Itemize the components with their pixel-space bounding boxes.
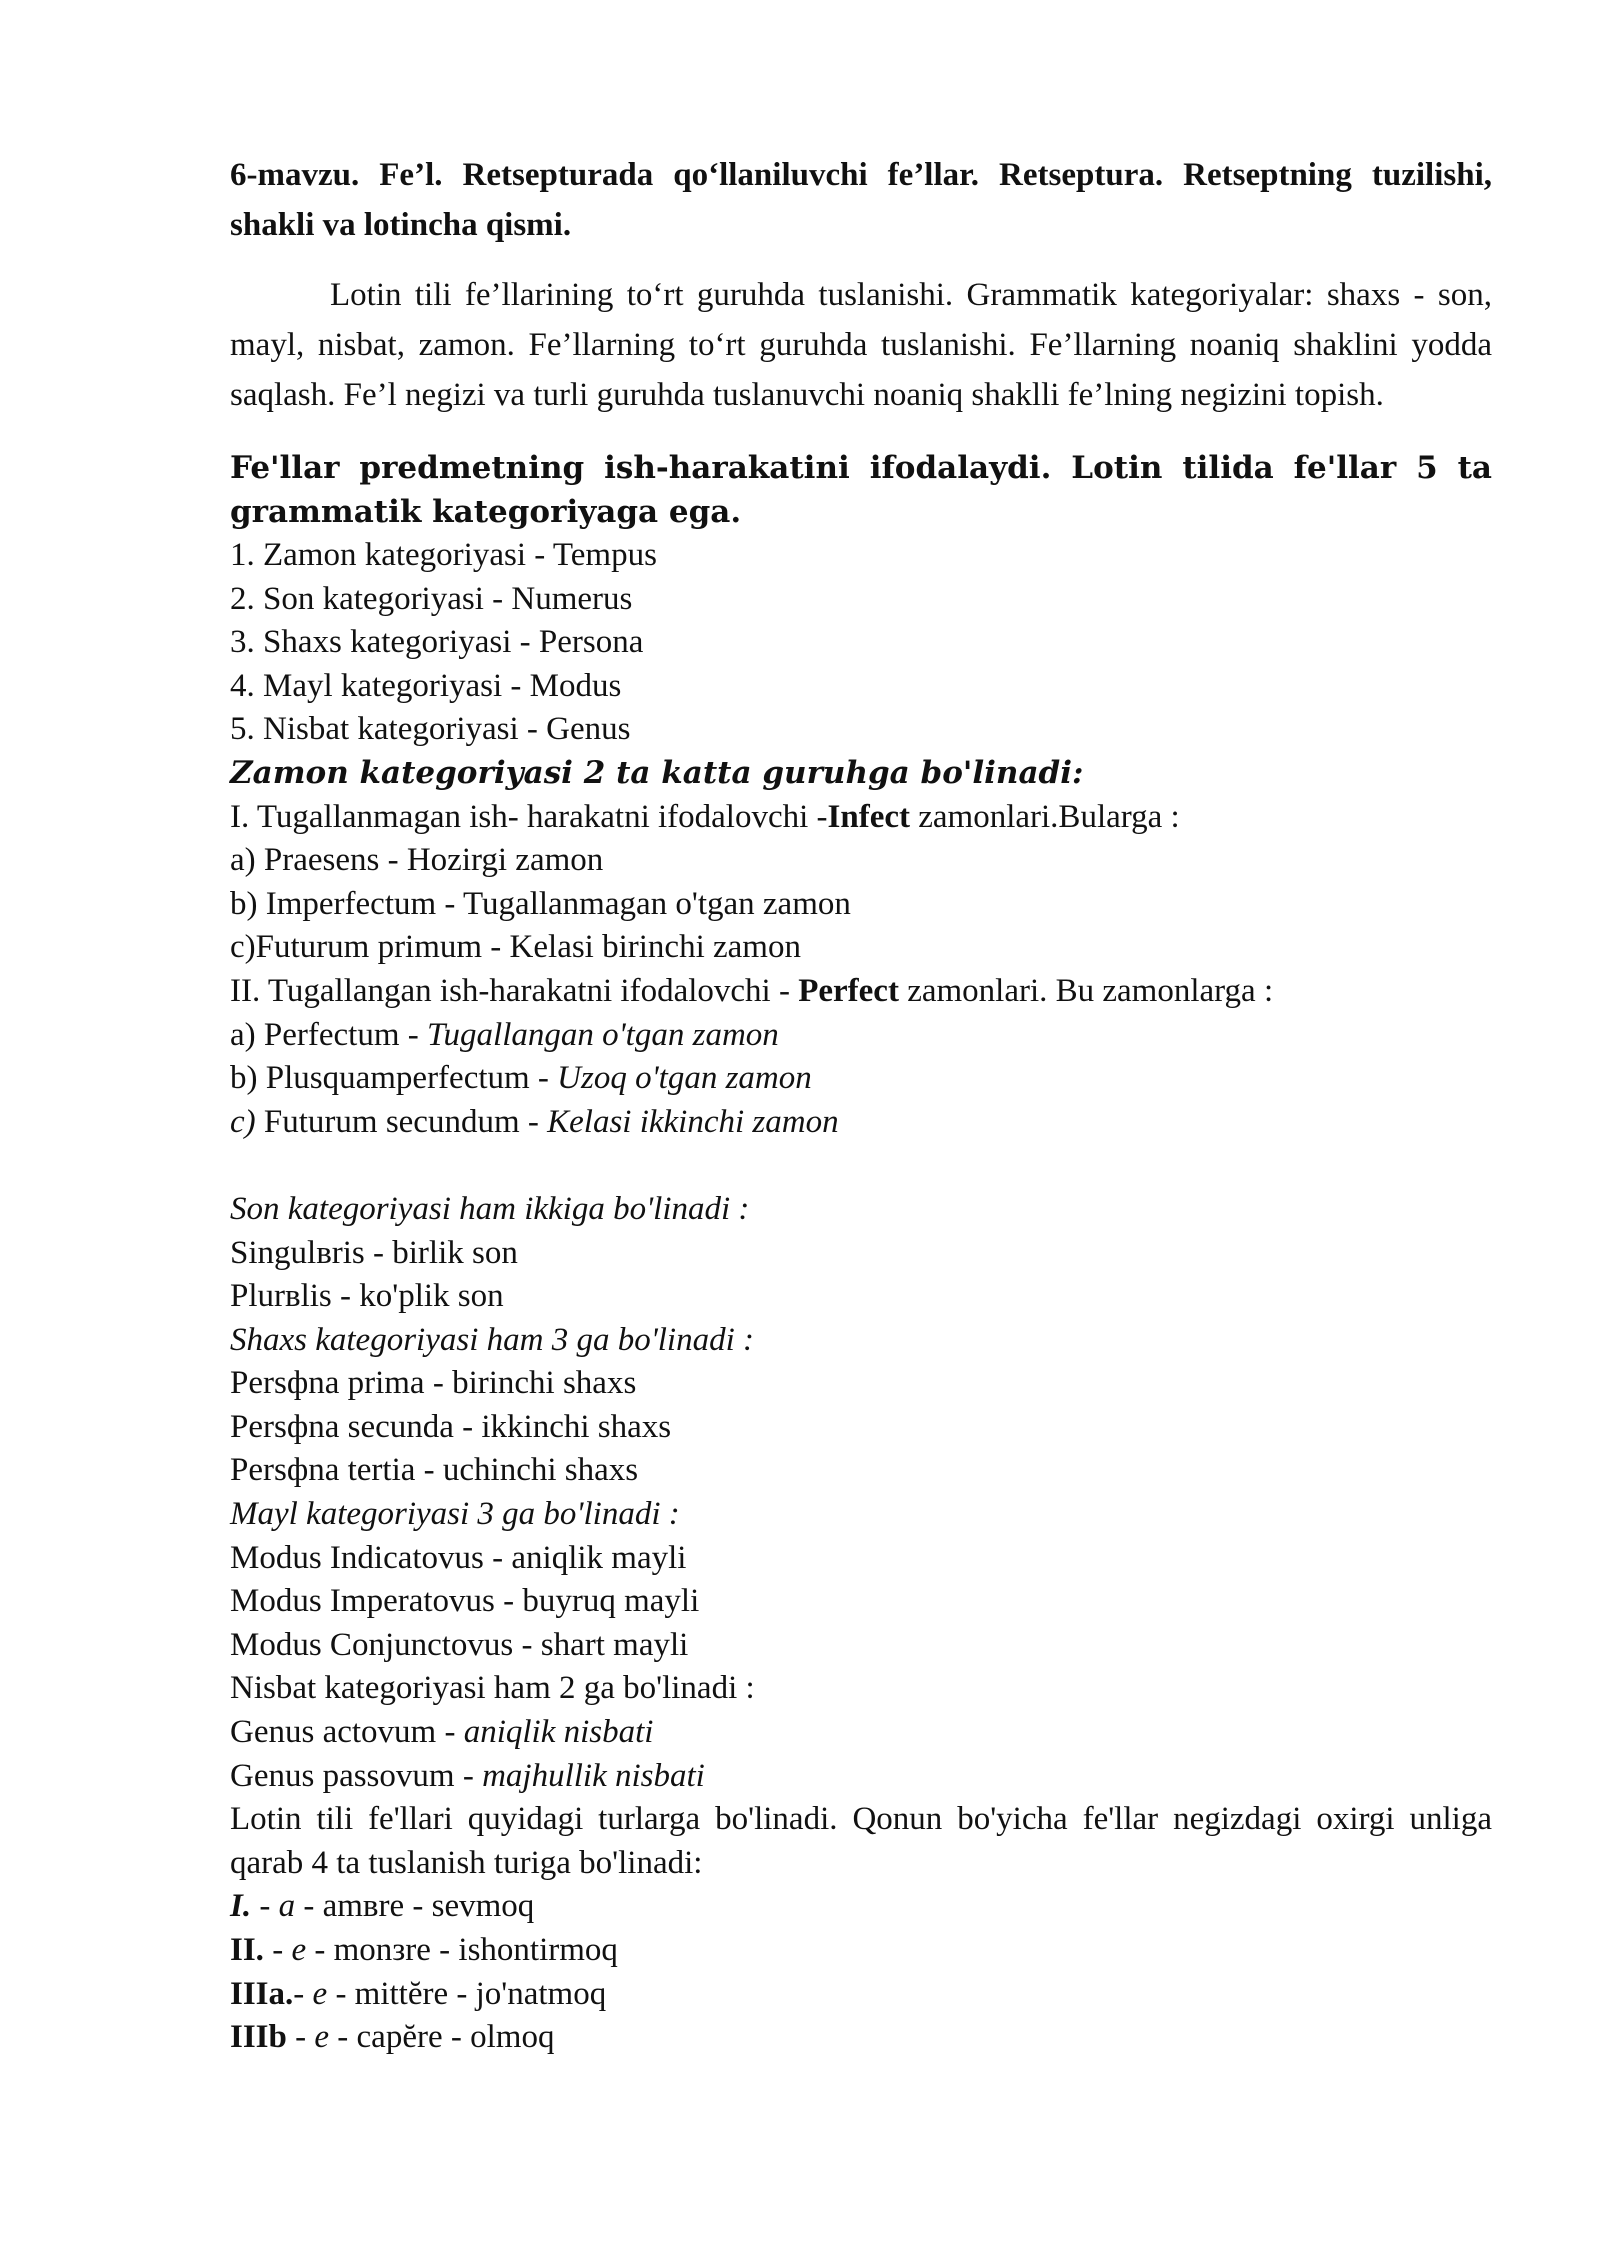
infect-item: c)Futurum primum - Kelasi birinchi zamon	[230, 929, 801, 966]
perfect-line: II. Tugallangan ish-harakatni ifodalovchi - Perfect zamonlari. Bu zamonlarga :	[230, 972, 1274, 1009]
mayl-item: Modus Imperatovus - buyruq mayli	[230, 1583, 700, 1620]
category-item: 4. Mayl kategoriyasi - Modus	[230, 667, 622, 704]
mayl-item: Modus Indicatovus - aniqlik mayli	[230, 1539, 687, 1576]
perfect-item: b) Plusquamperfectum - Uzoq o'tgan zamon	[230, 1060, 812, 1097]
shaxs-item: Persфna prima - birinchi shaxs	[230, 1365, 637, 1402]
son-item: Singulвris - birlik son	[230, 1234, 518, 1271]
nisbat-heading: Nisbat kategoriyasi ham 2 ga bo'linadi :	[230, 1670, 755, 1707]
shaxs-heading: Shaxs kategoriyasi ham 3 ga bo'linadi :	[230, 1321, 755, 1358]
perfect-item: a) Perfectum - Tugallangan o'tgan zamon	[230, 1016, 779, 1053]
intro-paragraph: Lotin tili fe’llarining to‘rt guruhda tuslanishi. Grammatik kategoriyalar: shaxs - son, mayl, nisbat, zamon. Fe’llarning to‘rt guruhda tuslanishi. Fe’llarning noaniq shaklini yodda saqlash. Fe’l negizi va turli guruhda tuslanuvchi noaniq shaklli fe’lning negizini topish.	[230, 277, 1492, 413]
blank-line	[230, 1144, 1492, 1188]
infect-line: I. Tugallanmagan ish- harakatni ifodalovchi -Infect zamonlari.Bularga :	[230, 798, 1180, 835]
perfect-item: c) Futurum secundum - Kelasi ikkinchi zamon	[230, 1103, 839, 1140]
lead-paragraph: Fe'llar predmetning ish-harakatini ifodalaydi. Lotin tilida fe'llar 5 ta grammatik kategoriyaga ega.	[230, 450, 1492, 530]
shaxs-item: Persфna tertia - uchinchi shaxs	[230, 1452, 639, 1489]
son-item: Plurвlis - ko'plik son	[230, 1278, 504, 1315]
conjugation-item: IIIb - e - capĕre - olmoq	[230, 2019, 555, 2056]
category-item: 2. Son kategoriyasi - Numerus	[230, 580, 633, 617]
infect-item: a) Praesens - Hozirgi zamon	[230, 842, 604, 879]
document-title: 6-mavzu. Fe’l. Retsepturada qo‘llaniluvchi fe’llar. Retseptura. Retseptning tuzilishi, shakli va lotincha qismi.	[230, 157, 1492, 243]
conjugation-item: IIIa.- e - mittĕre - jo'natmoq	[230, 1975, 607, 2012]
nisbat-item: Genus actovum - aniqlik nisbati	[230, 1714, 654, 1751]
document-page	[230, 150, 1492, 2060]
infect-item: b) Imperfectum - Tugallanmagan o'tgan zamon	[230, 885, 851, 922]
category-item: 5. Nisbat kategoriyasi - Genus	[230, 711, 631, 748]
conjugation-item: II. - e - monзre - ishontirmoq	[230, 1932, 618, 1968]
category-item: 1. Zamon kategoriyasi - Tempus	[230, 537, 657, 573]
conjugation-item: I. - a - amвre - sevmoq	[230, 1888, 535, 1925]
mayl-item: Modus Conjunctovus - shart mayli	[230, 1626, 689, 1663]
category-item: 3. Shaxs kategoriyasi - Persona	[230, 624, 644, 661]
mayl-heading: Mayl kategoriyasi 3 ga bo'linadi :	[230, 1496, 680, 1533]
zamon-heading: Zamon kategoriyasi 2 ta katta guruhga bo'linadi:	[230, 754, 1084, 791]
nisbat-item: Genus passovum - majhullik nisbati	[230, 1757, 705, 1794]
conjugation-intro: Lotin tili fe'llari quyidagi turlarga bo'linadi. Qonun bo'yicha fe'llar negizdagi oxirgi unliga qarab 4 ta tuslanish turiga bo'linadi:	[230, 1801, 1492, 1881]
content-list	[230, 534, 1492, 2060]
son-heading: Son kategoriyasi ham ikkiga bo'linadi :	[230, 1190, 750, 1227]
shaxs-item: Persфna secunda - ikkinchi shaxs	[230, 1408, 672, 1445]
